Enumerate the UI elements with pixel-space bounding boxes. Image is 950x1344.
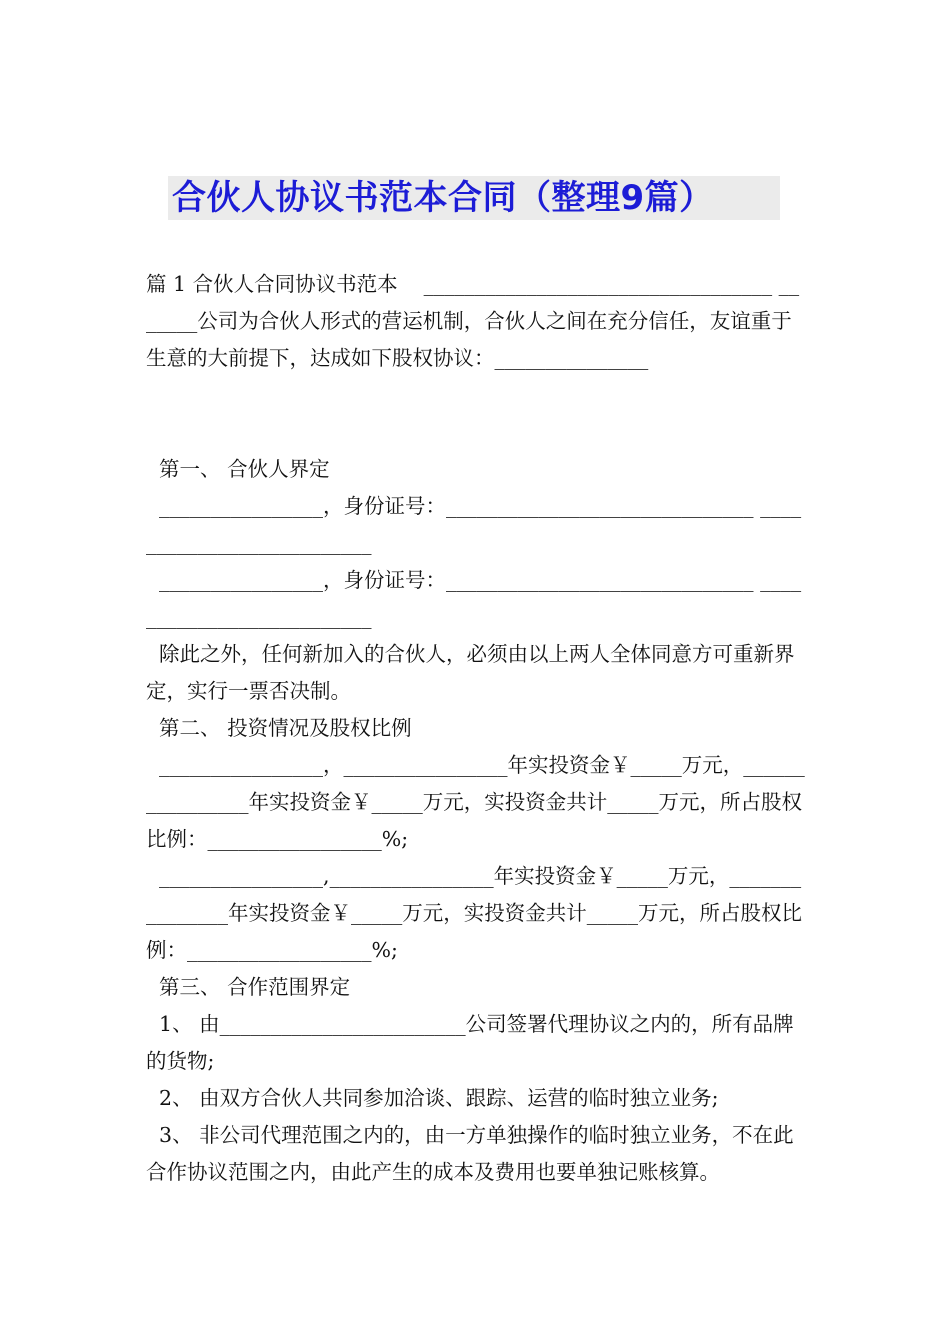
investment-paragraph: ________________,________________年实投资金￥_____万元，_______________年实投资金￥_____万元，实投资金共计_____万元，所占股权比例：__________________%; [146, 864, 802, 962]
paragraph-spacer [146, 377, 808, 451]
investment-paragraph: ________________，________________年实投资金￥_____万元，________________年实投资金￥_____万元，实投资金共计_____万元，所占股权比例：_________________%; [146, 753, 805, 851]
section-heading: 第一、 合伙人界定 [146, 457, 330, 481]
document-title: 合伙人协议书范本合同（整理9篇） [168, 176, 780, 220]
section-heading: 第二、 投资情况及股权比例 [146, 716, 412, 740]
section-heading: 第三、 合作范围界定 [146, 975, 351, 999]
partner-line: ________________，身份证号：______________________________ __________________________ [146, 494, 802, 555]
clause-paragraph: 除此之外，任何新加入的合伙人，必须由以上两人全体同意方可重新界定，实行一票否决制。 [146, 642, 795, 703]
scope-item: 1、 由________________________公司签署代理协议之内的，所有品牌的货物; [146, 1012, 794, 1073]
scope-item: 2、 由双方合伙人共同参加洽谈、跟踪、运营的临时独立业务; [146, 1086, 719, 1110]
document-body [146, 266, 808, 1191]
scope-item: 3、 非公司代理范围之内的，由一方单独操作的临时独立业务，不在此合作协议范围之内，由此产生的成本及费用也要单独记账核算。 [146, 1123, 794, 1184]
intro-paragraph: 篇 1 合伙人合同协议书范本 __________________________________ _______公司为合伙人形式的营运机制，合伙人之间在充分信任，友谊重于生意的大前提下，达成如下股权协议：_______________ [146, 272, 800, 370]
partner-line: ________________，身份证号：______________________________ __________________________ [146, 568, 802, 629]
